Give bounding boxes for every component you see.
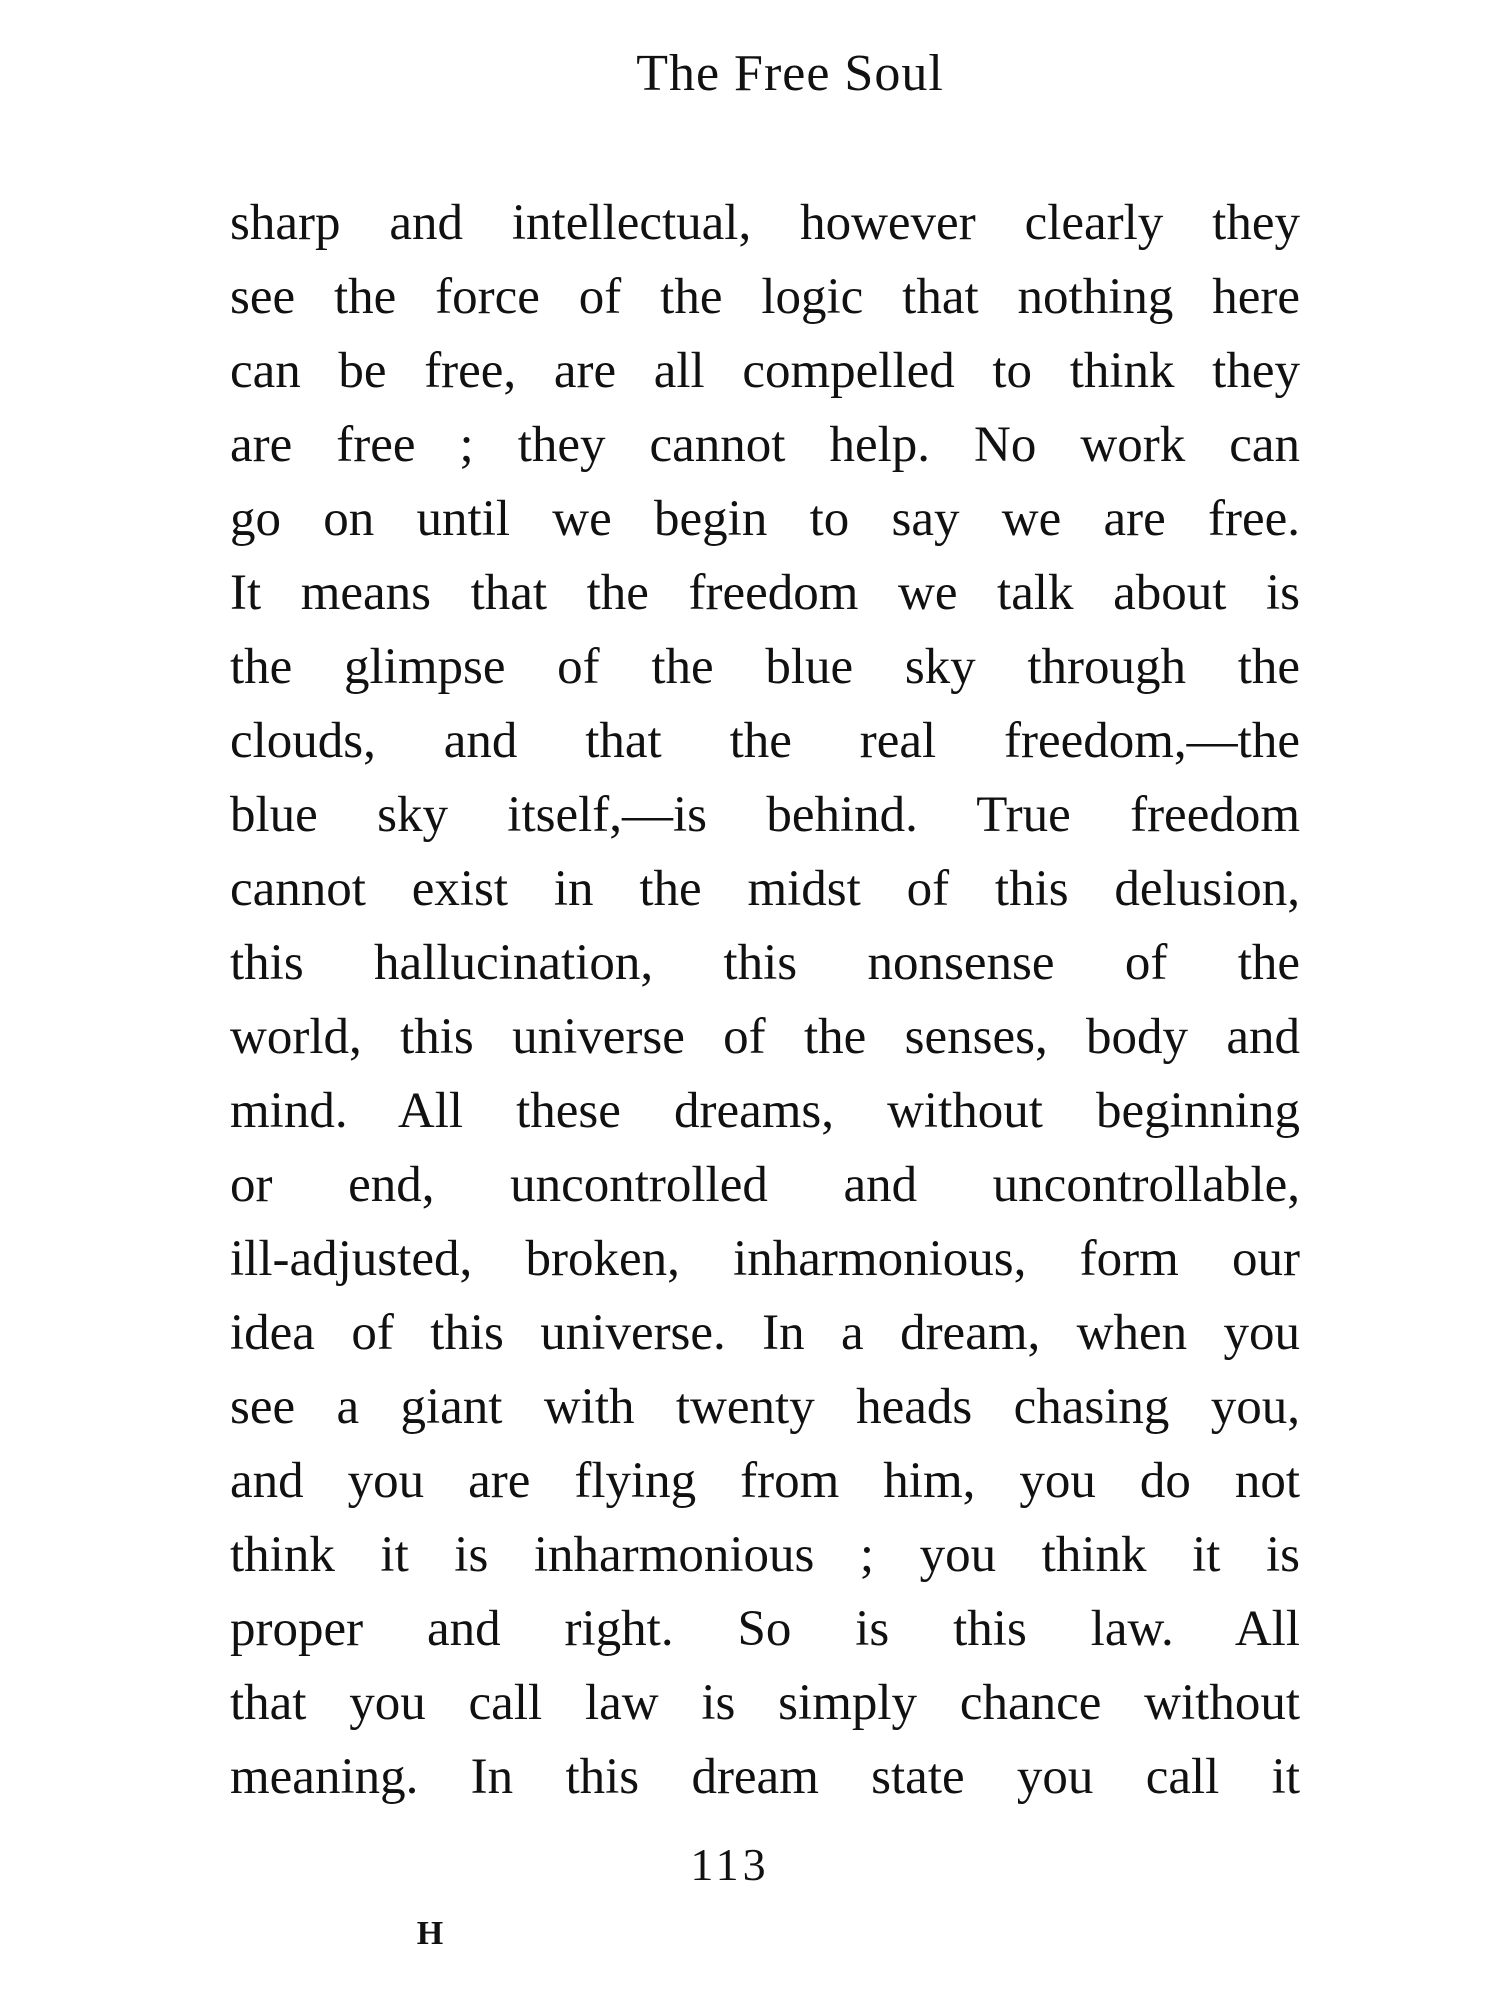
text-line: proper and right. So is this law. All [230,1601,1300,1657]
text-line: can be free, are all compelled to think they [230,343,1300,399]
text-line: sharp and intellectual, however clearly they [230,195,1300,251]
text-line: this hallucination, this nonsense of the [230,935,1300,991]
text-line: clouds, and that the real freedom,—the [230,713,1300,769]
text-line: ill-adjusted, broken, inharmonious, form our [230,1231,1300,1287]
text-line: or end, uncontrolled and uncontrollable, [230,1157,1300,1213]
text-line: go on until we begin to say we are free. [230,491,1300,547]
text-line: world, this universe of the senses, body and [230,1009,1300,1065]
text-line: idea of this universe. In a dream, when you [230,1305,1300,1361]
text-line: that you call law is simply chance without [230,1675,1300,1731]
text-line: cannot exist in the midst of this delusion, [230,861,1300,917]
signature-mark: H [416,1915,444,1952]
text-line: think it is inharmonious ; you think it is [230,1527,1300,1583]
text-line: see a giant with twenty heads chasing you, [230,1379,1300,1435]
body-text [230,186,1300,1814]
text-line: It means that the freedom we talk about is [230,565,1300,621]
text-line: mind. All these dreams, without beginning [230,1083,1300,1139]
text-line: meaning. In this dream state you call it [230,1749,1300,1805]
text-line: the glimpse of the blue sky through the [230,639,1300,695]
text-line: blue sky itself,—is behind. True freedom [230,787,1300,843]
running-head: The Free Soul [636,45,944,102]
text-line: are free ; they cannot help. No work can [230,417,1300,473]
page-number: 113 [690,1839,770,1890]
text-line: and you are flying from him, you do not [230,1453,1300,1509]
text-line: see the force of the logic that nothing here [230,269,1300,325]
